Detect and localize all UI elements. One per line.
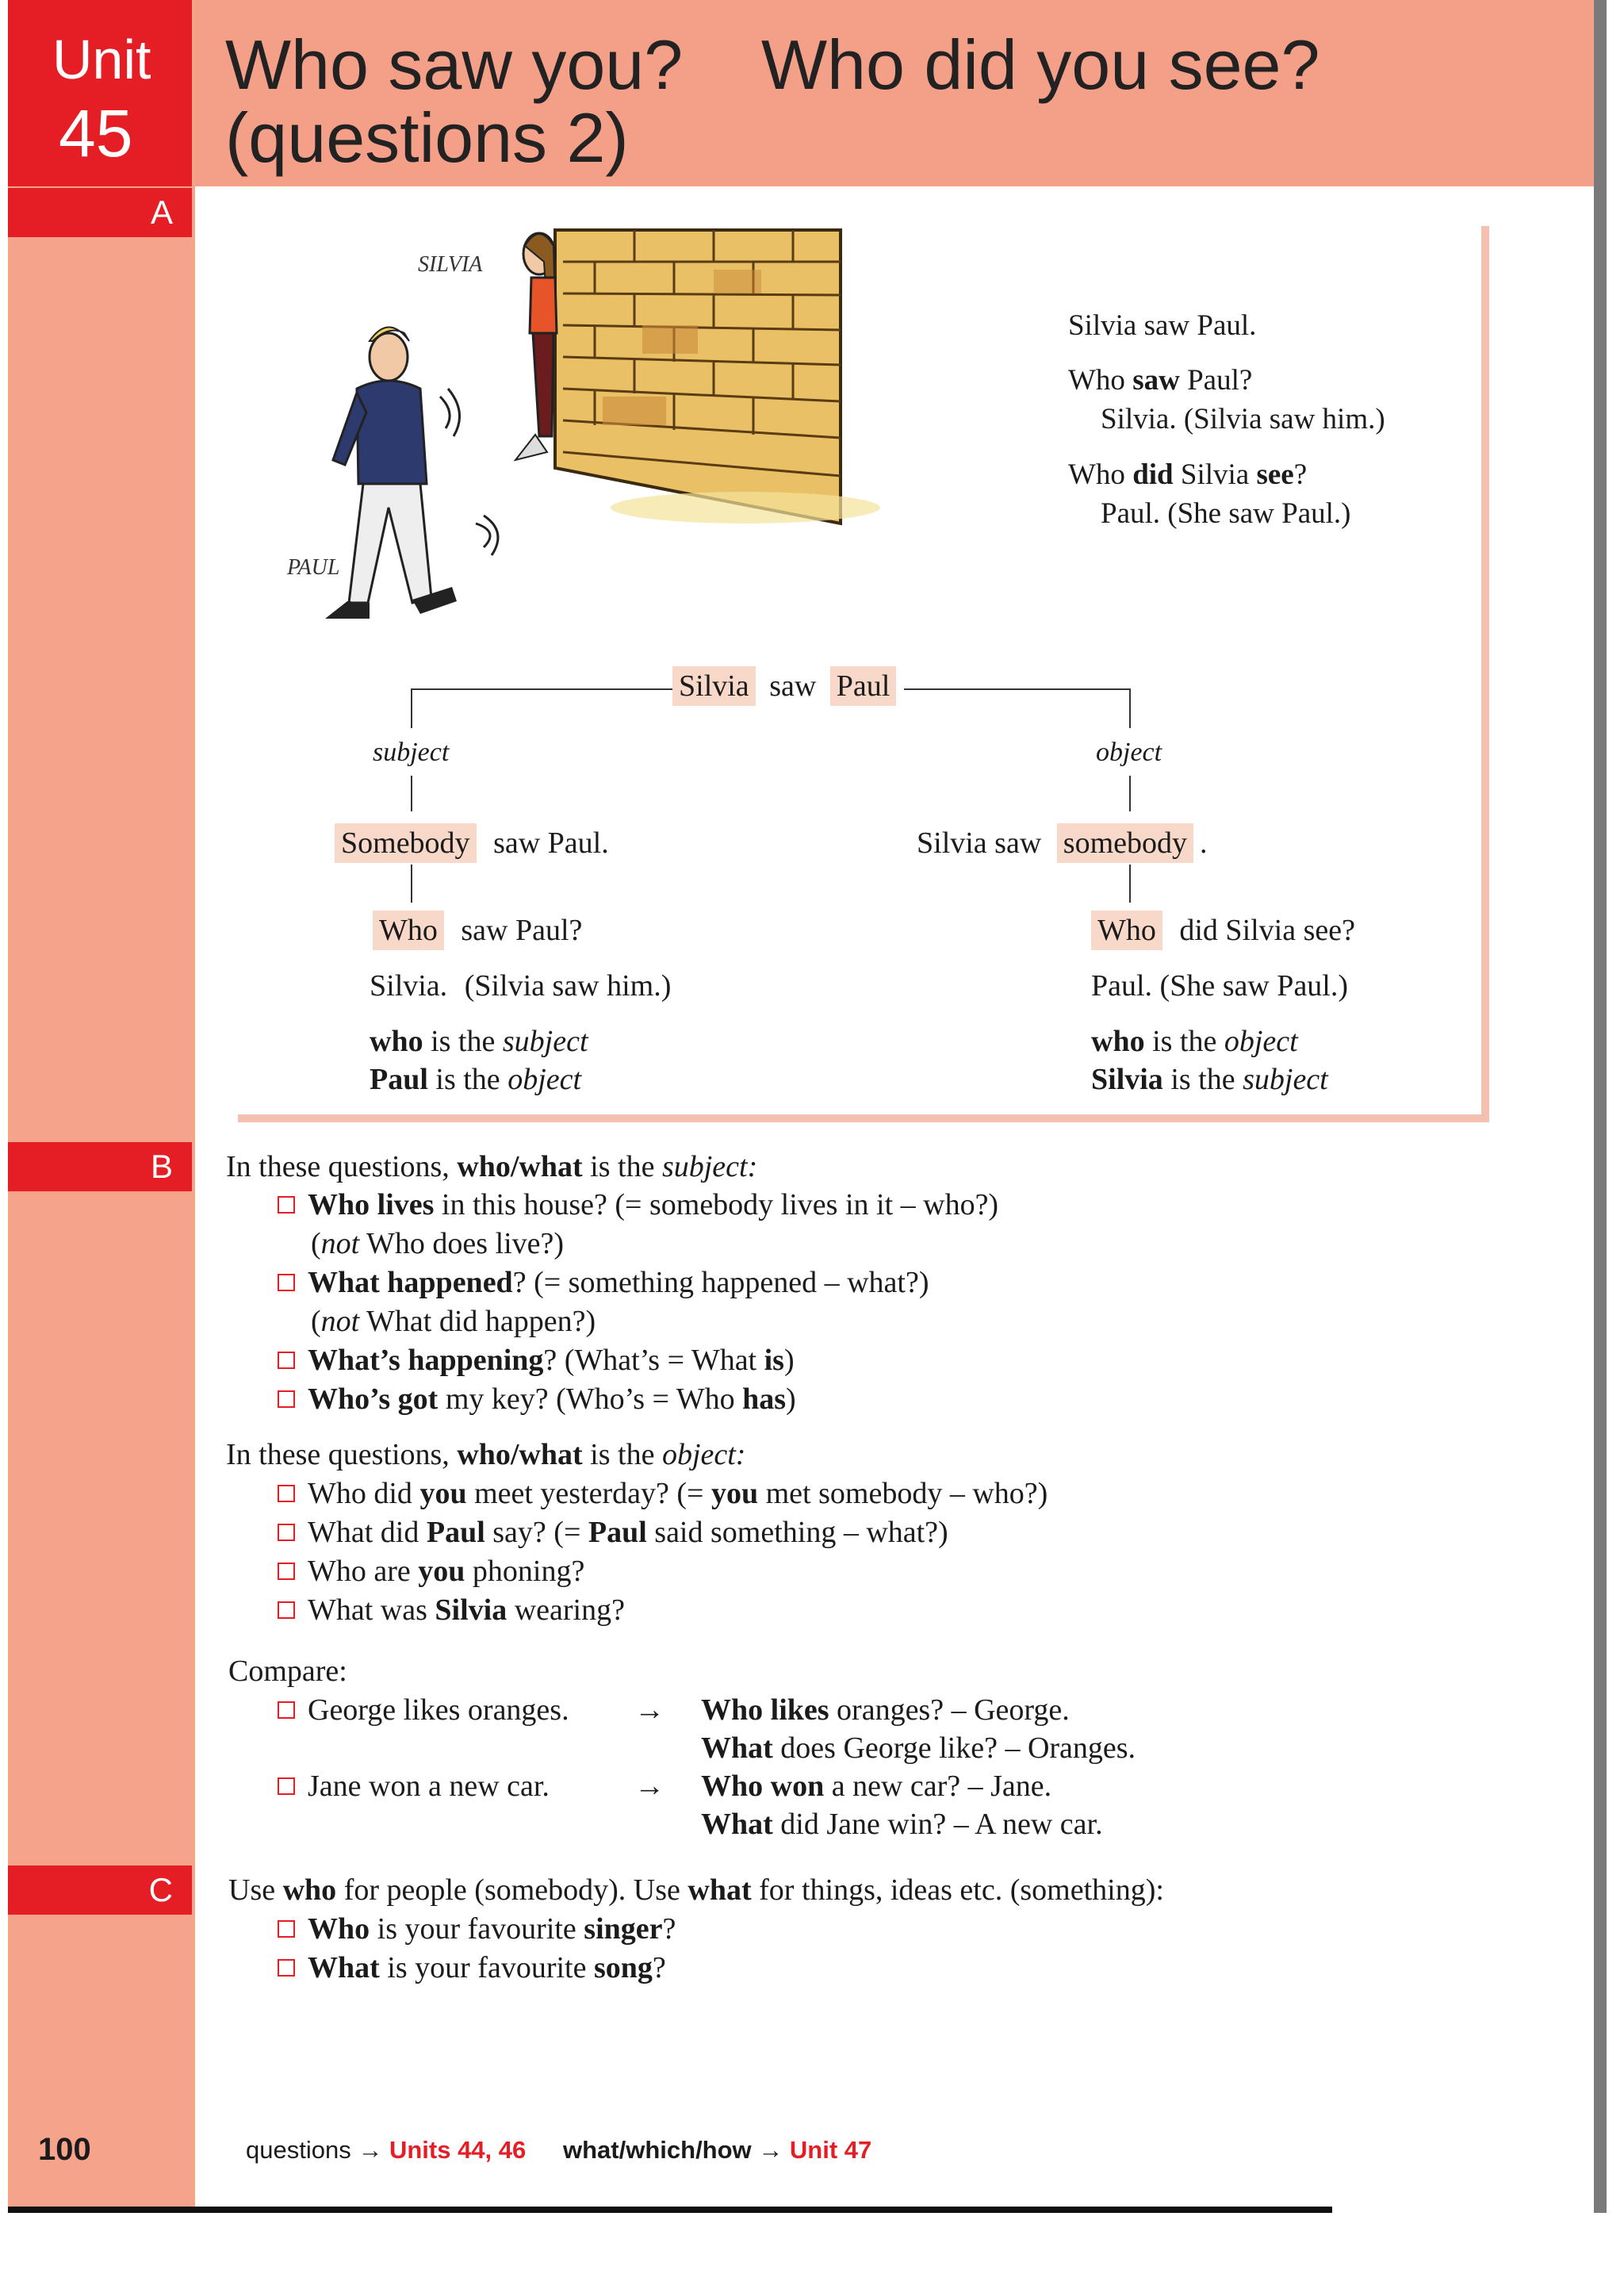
b-object-4: What was Silvia wearing? — [278, 1595, 625, 1625]
bullet-icon — [278, 1390, 295, 1408]
compare-1-right-1: Who likes oranges? – George. — [701, 1693, 1070, 1727]
right-rule-1: who is the object — [1091, 1025, 1298, 1058]
page-title-2: Who did you see? — [761, 25, 1320, 104]
compare-2-right-2: What did Jane win? – A new car. — [701, 1808, 1103, 1841]
b-intro-subject: In these questions, who/what is the subject: — [226, 1150, 758, 1183]
left-rule-1: who is the subject — [370, 1025, 588, 1058]
diagram-line-right-drop — [1129, 688, 1131, 728]
page-title-3: (questions 2) — [225, 98, 629, 177]
compare-2-right-1: Who won a new car? – Jane. — [701, 1770, 1052, 1803]
compare-1-left: George likes oranges. — [278, 1695, 569, 1725]
b-example-1: Who lives in this house? (= somebody lives in it – who?) — [278, 1190, 998, 1220]
compare-1-right-2: What does George like? – Oranges. — [701, 1731, 1136, 1765]
question-2: Who did Silvia see? — [1068, 458, 1308, 491]
arrow-icon: → — [634, 1770, 665, 1803]
bullet-icon — [278, 1524, 295, 1541]
arrow-icon: → — [634, 1693, 665, 1727]
answer-2: Paul. (She saw Paul.) — [1101, 497, 1351, 530]
object-label: object — [1096, 738, 1162, 767]
bullet-icon — [278, 1352, 295, 1369]
footer-ref-1[interactable]: questions → Units 44, 46 — [246, 2136, 527, 2164]
diagram-line-object — [1129, 776, 1131, 811]
unit-link[interactable]: Unit 47 — [789, 2136, 872, 2164]
bullet-icon — [278, 1959, 295, 1977]
paul-figure — [325, 328, 498, 619]
page-title-1: Who saw you? — [225, 25, 684, 104]
right-who-row: Who did Silvia see? — [1091, 915, 1355, 945]
unit-label: Unit — [52, 29, 151, 90]
left-somebody-row: Somebody saw Paul. — [335, 828, 609, 858]
c-intro: Use who for people (somebody). Use what for things, ideas etc. (something): — [228, 1873, 1164, 1907]
section-tab-b: B — [8, 1142, 192, 1191]
b-object-3: Who are you phoning? — [278, 1556, 584, 1586]
answer-1: Silvia. (Silvia saw him.) — [1101, 403, 1385, 435]
diagram-line-left-who — [411, 865, 412, 903]
bullet-icon — [278, 1601, 295, 1619]
compare-2-left: Jane won a new car. — [278, 1771, 550, 1801]
diagram-paul: Paul — [830, 666, 897, 706]
right-rule-2: Silvia is the subject — [1091, 1063, 1328, 1096]
bullet-icon — [278, 1777, 295, 1795]
bullet-icon — [278, 1274, 295, 1291]
right-somebody-row: Silvia saw somebody . — [917, 828, 1208, 858]
b-example-3: What’s happening? (What’s = What is) — [278, 1345, 795, 1375]
brick-wall-image — [555, 230, 880, 523]
illustration — [270, 222, 888, 642]
bullet-icon — [278, 1563, 295, 1580]
page-number: 100 — [38, 2132, 91, 2167]
diagram-line-left — [411, 688, 672, 690]
c-example-1: Who is your favourite singer? — [278, 1914, 676, 1944]
subject-label: subject — [373, 738, 450, 767]
diagram-line-left-drop — [411, 688, 412, 728]
units-link[interactable]: Units 44, 46 — [389, 2136, 527, 2164]
left-rule-2: Paul is the object — [370, 1063, 582, 1096]
compare-label: Compare: — [228, 1655, 347, 1688]
diagram-silvia: Silvia — [672, 666, 756, 706]
b-example-1-note: (not Who does live?) — [311, 1227, 565, 1260]
b-object-1: Who did you meet yesterday? (= you met somebody – who?) — [278, 1478, 1048, 1509]
diagram-center: Silvia saw Paul — [672, 671, 896, 701]
diagram-line-right-who — [1129, 865, 1131, 903]
b-example-2-note: (not What did happen?) — [311, 1305, 596, 1338]
left-answer: Silvia. (Silvia saw him.) — [370, 969, 672, 1003]
diagram-line-subject — [411, 776, 412, 811]
bullet-icon — [278, 1196, 295, 1214]
b-intro-object: In these questions, who/what is the object: — [226, 1438, 746, 1471]
unit-number: 45 — [59, 96, 133, 171]
paul-label: PAUL — [287, 555, 340, 580]
bullet-icon — [278, 1701, 295, 1719]
b-example-4: Who’s got my key? (Who’s = Who has) — [278, 1384, 796, 1414]
silvia-label: SILVIA — [418, 252, 483, 277]
bullet-icon — [278, 1485, 295, 1502]
silvia-figure — [515, 233, 557, 460]
footer-ref-2[interactable]: what/which/how → Unit 47 — [563, 2136, 872, 2164]
page-edge — [1594, 0, 1607, 2213]
bullet-icon — [278, 1920, 295, 1938]
footer-rule — [8, 2207, 1332, 2213]
section-tab-a: A — [8, 188, 192, 237]
example-sentence: Silvia saw Paul. — [1068, 309, 1257, 342]
c-example-2: What is your favourite song? — [278, 1953, 666, 1983]
b-object-2: What did Paul say? (= Paul said something – what?) — [278, 1517, 948, 1547]
diagram-line-right — [904, 688, 1131, 690]
right-answer: Paul. (She saw Paul.) — [1091, 969, 1349, 1003]
question-1: Who saw Paul? — [1068, 364, 1253, 397]
b-example-2: What happened? (= something happened – what?) — [278, 1267, 929, 1298]
section-tab-c: C — [8, 1865, 192, 1915]
left-who-row: Who saw Paul? — [373, 915, 582, 945]
unit-box — [8, 0, 192, 186]
